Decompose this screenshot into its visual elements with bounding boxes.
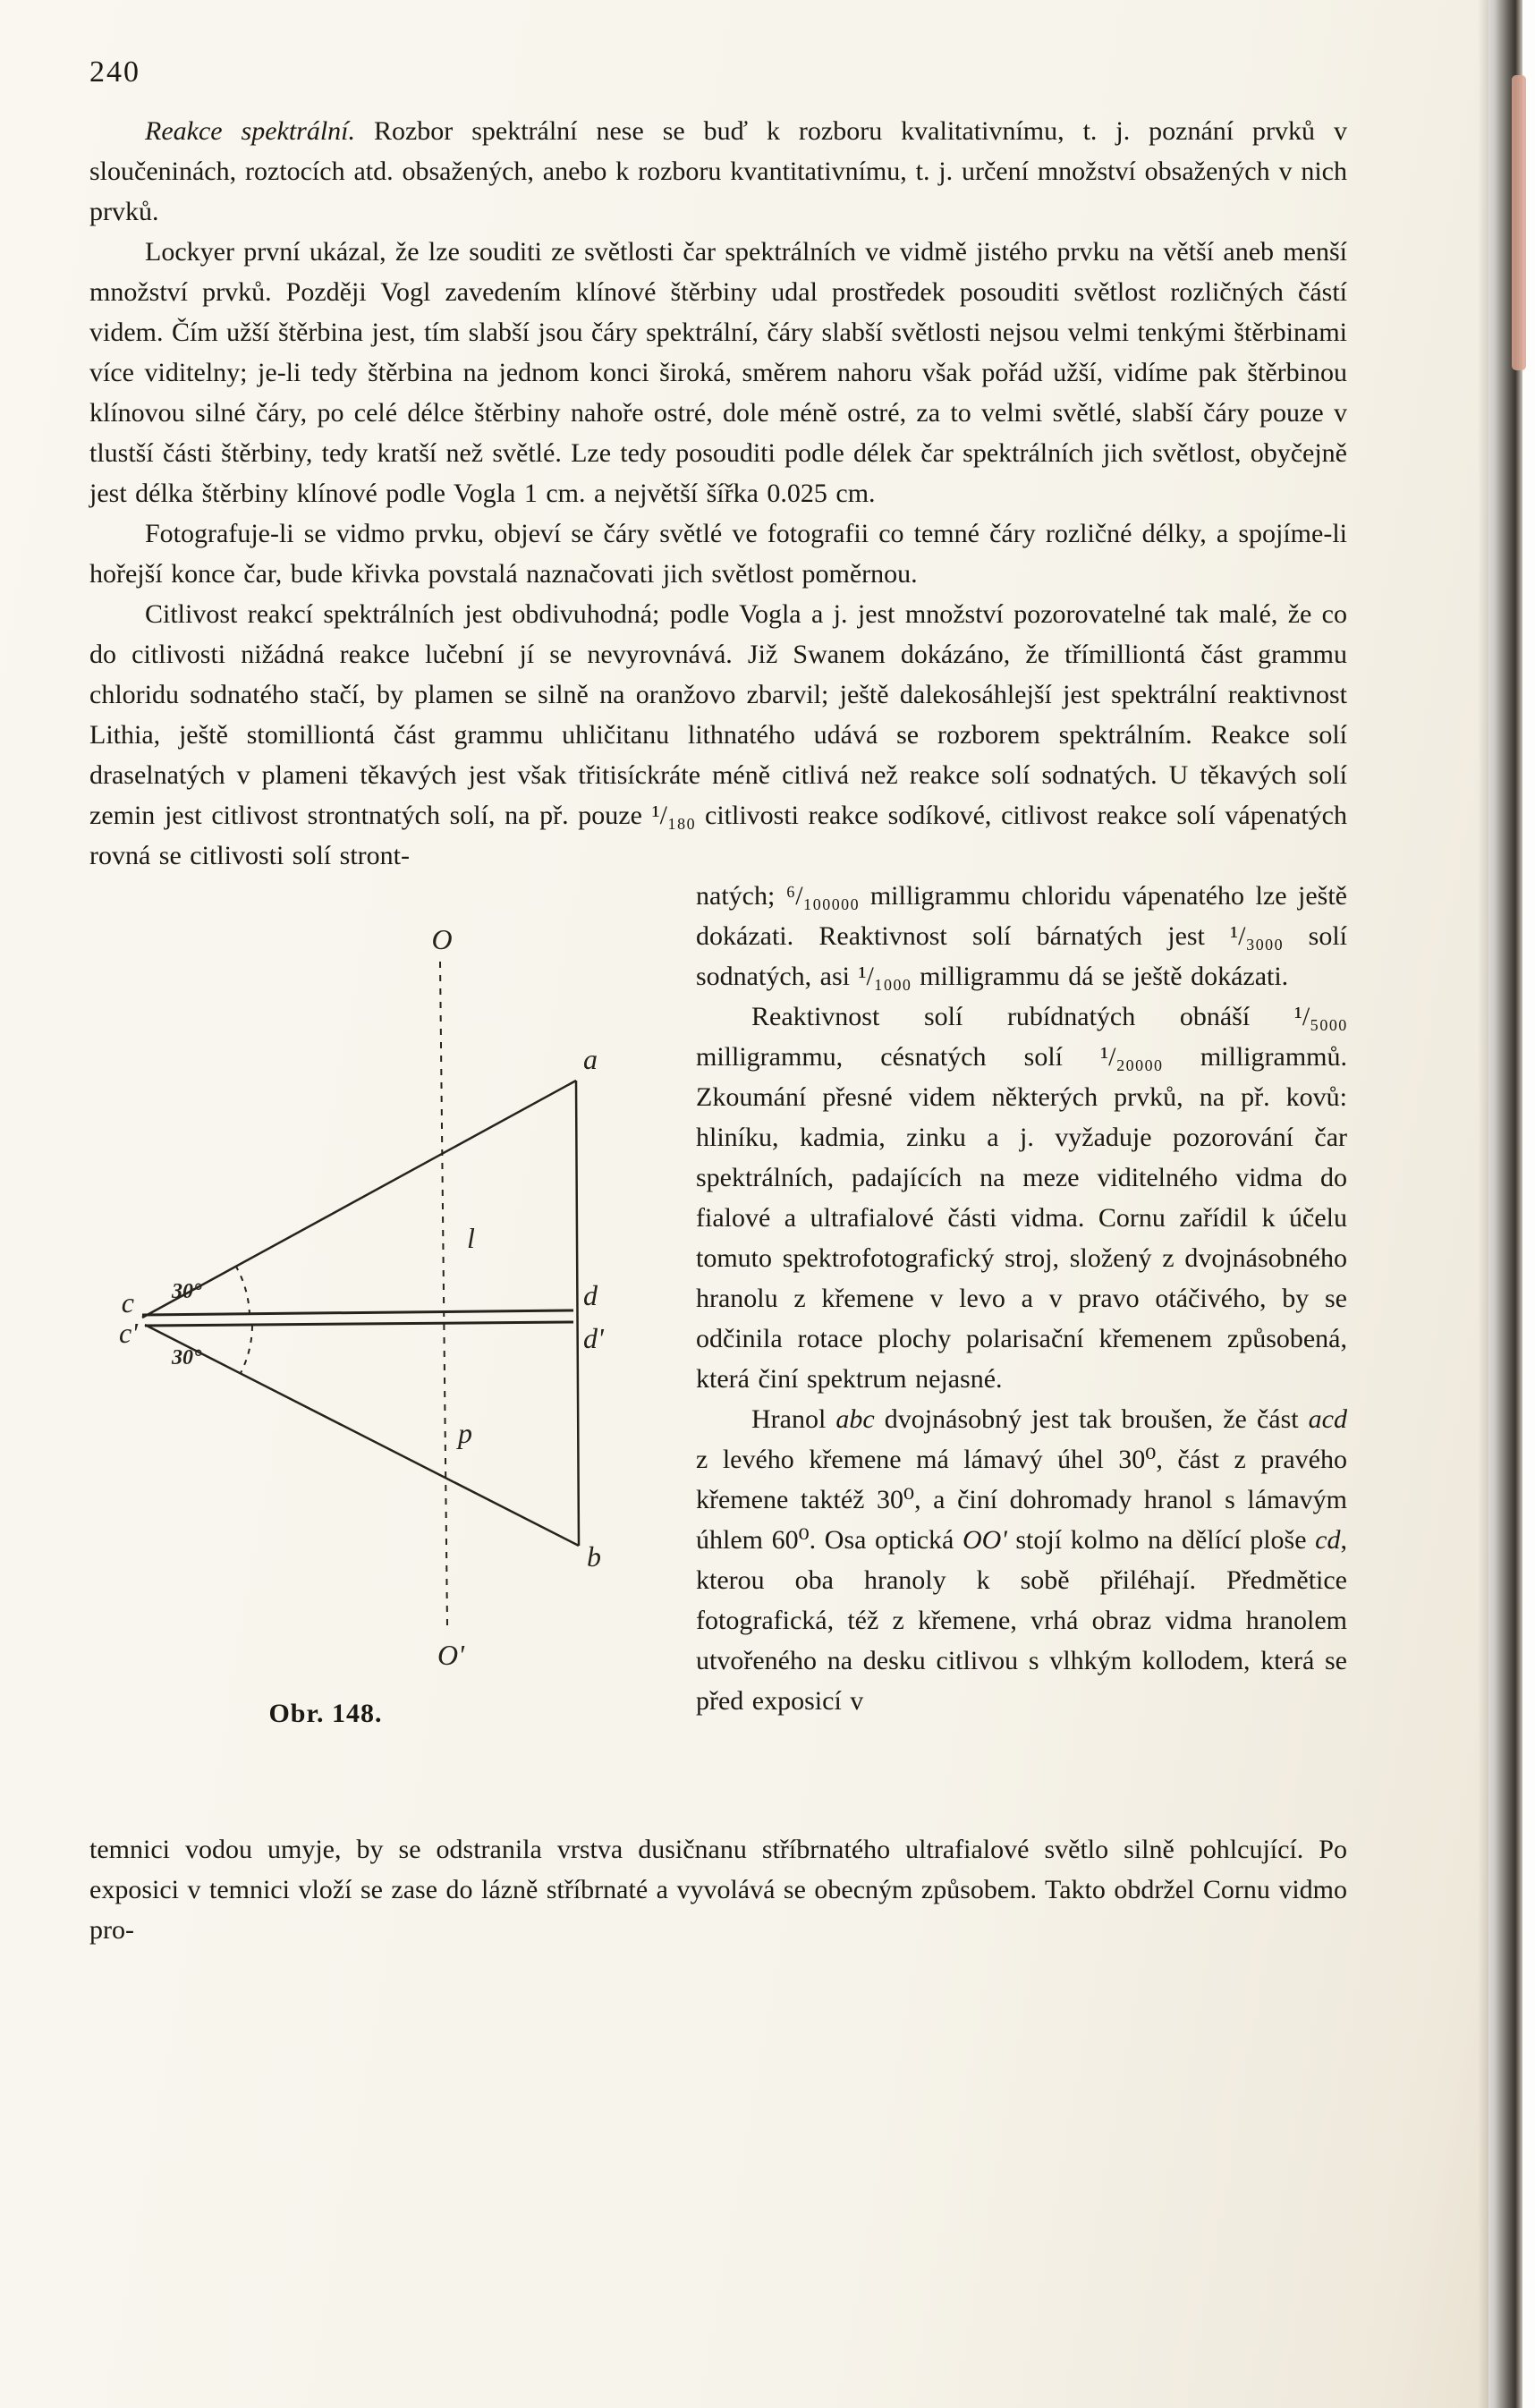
prism-label-cd: cd bbox=[1315, 1525, 1341, 1555]
label-c-prime: c' bbox=[118, 1317, 138, 1349]
prism-diagram bbox=[93, 915, 630, 1693]
prism-text-3: stojí kolmo na dělící ploše bbox=[1006, 1525, 1316, 1555]
prism-edge-cb bbox=[145, 1325, 579, 1546]
paragraph-lockyer: Lockyer první ukázal, že lze souditi ze světlosti čar spektrálních ve vidmě jistého prvku na větší aneb menší množství prvků. Později Vogl zavedením klínové štěrbiny udal prostředek posouditi světlost rozličných částí videm. Čím užší štěrbina jest, tím slabší jsou čáry spektrální, čáry slabší světlosti nejsou velmi tenkými štěrbinami více viditelny; je-li tedy štěrbina na jednom konci široká, směrem nahoru však pořád užší, vidíme pak štěrbinou klínovou silné čáry, po celé délce štěrbiny nahoře ostré, dole méně ostré, za to velmi světlé, slabší čáry pouze v tlustší části štěrbiny, tedy kratší než světlé. Lze tedy posouditi podle délek čar spektrálních jich světlost, obyčejně jest délka štěrbiny klínové podle Vogla 1 cm. a největší šířka 0.025 cm. bbox=[89, 237, 1347, 508]
page-number: 240 bbox=[89, 55, 140, 89]
dividing-plane-cd bbox=[142, 1310, 573, 1315]
label-d: d bbox=[583, 1279, 598, 1311]
prism-label-abc: abc bbox=[835, 1404, 875, 1434]
paragraph-intro-text: Rozbor spektrální nese se buď k rozboru kvalitativnímu, t. j. poznání prvků v sloučeninách, roztocích atd. obsažených, anebo k rozboru kvantitativnímu, t. j. určení množství obsažených v nich prvků. bbox=[89, 116, 1347, 226]
label-angle-bottom: 30° bbox=[172, 1346, 202, 1369]
paragraph-continuation: natých; ⁶/₁₀₀₀₀₀ milligrammu chloridu vápenatého lze ještě dokázati. Reaktivnost solí bárnatých jest ¹/₃₀₀₀ solí sodnatých, asi ¹/₁₀₀₀ milligrammu dá se ještě dokázati. bbox=[696, 881, 1347, 991]
paragraph-intro-lead: Reakce spektrální. bbox=[145, 116, 356, 146]
prism-text-2: z levého křemene má lámavý úhel 30⁰, část z pravého křemene taktéž 30⁰, a činí dohromady hranol s lámavým úhlem 60⁰. Osa optická bbox=[696, 1445, 1347, 1555]
label-d-prime: d' bbox=[583, 1322, 604, 1354]
paragraph-sensitivity: Citlivost reakcí spektrálních jest obdivuhodná; podle Vogla a j. jest množství pozorovatelné tak malé, že co do citlivosti nižádná reakce lučební jí se nevyrovnává. Již Swanem dokázáno, že třímilliontá část grammu chloridu sodnatého stačí, by plamen se silně na oranžovo zbarvil; ještě dalekosáhlejší jest spektrální reaktivnost Lithia, ještě stomilliontá část grammu uhličitanu lithnatého udává se rozborem spektrálním. Reakce solí draselnatých v plameni těkavých jest však třitisíckráte méně citlivá než reakce solí sodnatých. U těkavých solí zemin jest citlivost strontnatých solí, na př. pouze ¹/₁₈₀ citlivosti reakce sodíkové, citlivost reakce solí vápenatých rovná se citlivosti solí stront- bbox=[89, 599, 1347, 870]
label-O: O bbox=[431, 923, 453, 955]
prism-label-acd: acd bbox=[1308, 1404, 1347, 1434]
label-l: l bbox=[467, 1222, 475, 1254]
label-b: b bbox=[587, 1540, 601, 1573]
prism-text-4: , kterou oba hranoly k sobě přiléhají. Předmětice fotografická, též z křemene, vrhá obraz vidma hranolem utvořeného na desku citlivou s vlhkým kollodem, která se před exposicí v bbox=[696, 1525, 1347, 1716]
prism-edge-ab bbox=[576, 1081, 579, 1546]
scan-edge-pink bbox=[1512, 75, 1526, 370]
paragraph-darkroom: temnici vodou umyje, by se odstranila vrstva dusičnanu stříbrnatého ultrafialové světlo silně pohlcující. Po exposici v temnici vloží se zase do lázně stříbrnaté a vyvolává se obecným způsobem. Takto obdržel Cornu vidmo pro- bbox=[89, 1835, 1347, 1945]
prism-edge-ca bbox=[142, 1081, 576, 1318]
label-a: a bbox=[583, 1043, 598, 1075]
angle-arc-bottom bbox=[241, 1326, 252, 1373]
paragraph-intro bbox=[89, 111, 1347, 232]
prism-text-0: Hranol bbox=[751, 1404, 836, 1434]
label-p: p bbox=[458, 1417, 472, 1449]
optical-axis-line bbox=[440, 962, 447, 1626]
angle-arc-top bbox=[236, 1267, 250, 1315]
figure-caption: Obr. 148. bbox=[268, 1699, 383, 1728]
label-c: c bbox=[121, 1286, 134, 1318]
label-O-prime: O' bbox=[437, 1639, 464, 1671]
label-angle-top: 30° bbox=[172, 1280, 202, 1303]
paragraph-photography: Fotografuje-li se vidmo prvku, objeví se čáry světlé ve fotografii co temné čáry rozličné délky, a spojíme-li hořejší konce čar, bude křivka povstalá naznačovati jich světlost poměrnou. bbox=[89, 519, 1347, 589]
dividing-plane-cd-prime bbox=[145, 1322, 573, 1326]
paragraph-reactivity: Reaktivnost solí rubídnatých obnáší ¹/₅₀₀₀ milligrammu, césnatých solí ¹/₂₀₀₀₀ milligrammů. Zkoumání přesné videm některých prvků, na př. kovů: hliníku, kadmia, zinku a j. vyžaduje pozorování čar spektrálních, padajících na meze viditelného vidma do fialové a ultrafialové části vidma. Cornu zařídil k účelu tomuto spektrofotografický stroj, složený z dvojnásobného hranolu z křemene v levo a v pravo otáčivého, by se odčinila rotace plochy polarisační křemenem způsobená, která činí spektrum nejasné. bbox=[696, 1002, 1347, 1394]
figure-148 bbox=[93, 881, 666, 1829]
prism-text-1: dvojnásobný jest tak broušen, že část bbox=[874, 1404, 1309, 1434]
prism-label-OO: OO' bbox=[963, 1525, 1007, 1555]
